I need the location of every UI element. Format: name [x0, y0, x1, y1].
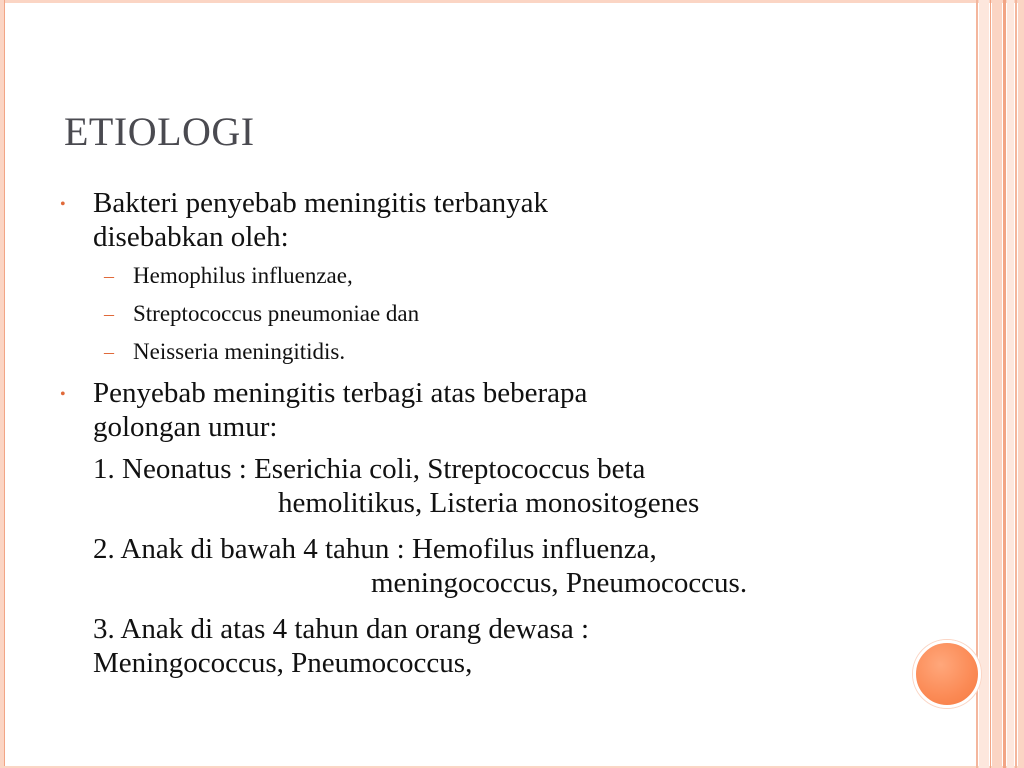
sub-list-item-text: Neisseria meningitidis. [133, 339, 346, 364]
sub-list [60, 262, 900, 366]
dash-icon: – [104, 265, 114, 287]
bullet-text-line: disebabkan oleh: [93, 221, 289, 253]
bullet-icon: • [60, 386, 66, 403]
bullet-item [60, 376, 900, 444]
dash-icon: – [104, 341, 114, 363]
sub-list-item [60, 262, 900, 290]
bullet-text-line: golongan umur: [93, 411, 278, 443]
frame-top-border [0, 0, 1024, 3]
sub-list-item-text: Hemophilus influenzae, [133, 263, 353, 288]
slide-title: ETIOLOGI [64, 109, 255, 154]
numbered-paragraph [60, 612, 900, 680]
bullet-text-line: Bakteri penyebab meningitis terbanyak [93, 187, 548, 219]
numbered-paragraph-line: 1. Neonatus : Eserichia coli, Streptococcus beta [93, 453, 646, 485]
sub-list-item [60, 300, 900, 328]
numbered-paragraph-line: Meningococcus, Pneumococcus, [93, 647, 473, 679]
numbered-paragraph [60, 452, 900, 520]
sub-list-item-text: Streptococcus pneumoniae dan [133, 301, 420, 326]
sub-list-item [60, 338, 900, 366]
right-decorative-stripes [976, 0, 1024, 768]
bullet-icon: • [60, 196, 66, 213]
bullet-text-line: Penyebab meningitis terbagi atas beberapa [93, 377, 588, 409]
slide-content [60, 186, 900, 692]
numbered-paragraph-line: 3. Anak di atas 4 tahun dan orang dewasa : [93, 613, 590, 645]
numbered-paragraph-line: 2. Anak di bawah 4 tahun : Hemofilus influenza, [93, 533, 657, 565]
decorative-orange-circle [913, 640, 981, 708]
numbered-paragraph-line: hemolitikus, Listeria monositogenes [278, 487, 700, 519]
bullet-item [60, 186, 900, 254]
numbered-paragraph-line: meningococcus, Pneumococcus. [371, 567, 748, 599]
numbered-paragraph [60, 532, 900, 600]
frame-left-border [0, 0, 5, 768]
dash-icon: – [104, 303, 114, 325]
